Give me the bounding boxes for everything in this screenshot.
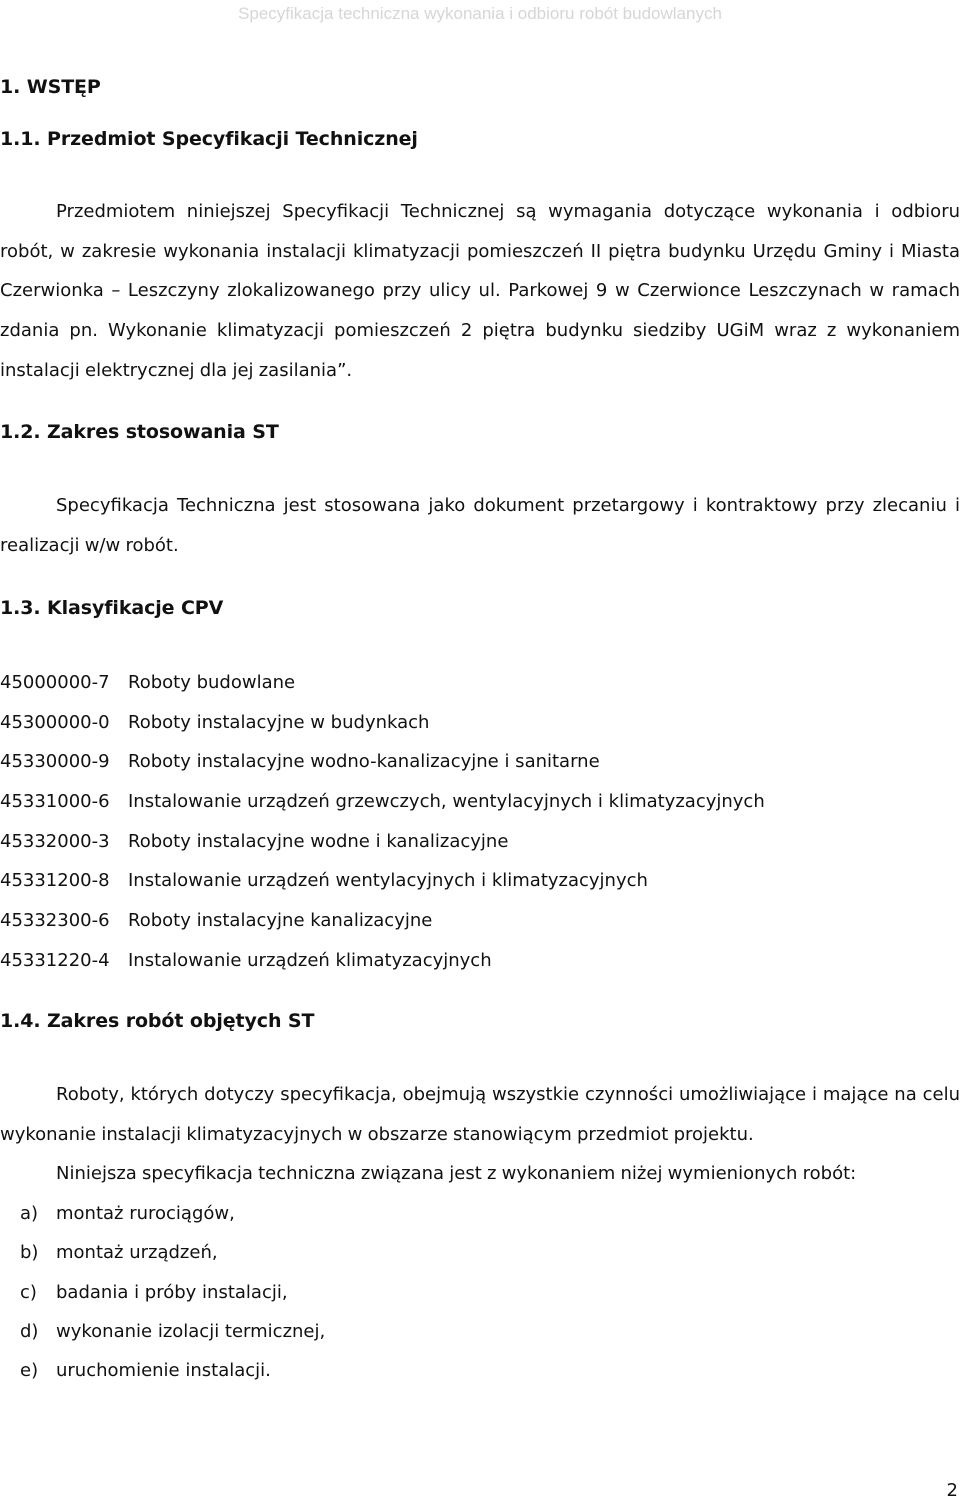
- cpv-item: [0, 901, 765, 941]
- paragraph-wymienione-roboty: [0, 1154, 960, 1194]
- paragraph-zakres-robot-text: Roboty, których dotyczy specyfikacja, obejmują wszystkie czynności umożliwiające i mające na celu wykonanie instalacji klimatyzacyjnych w obszarze stanowiącym przedmiot projektu.: [0, 1084, 960, 1145]
- list-item-text: wykonanie izolacji termicznej,: [56, 1320, 326, 1342]
- paragraph-zakres-stosowania: [0, 486, 960, 565]
- cpv-item: [0, 822, 765, 862]
- cpv-item: [0, 742, 765, 782]
- list-item-marker: d): [20, 1320, 39, 1342]
- section-heading-zakres-stosowania: 1.2. Zakres stosowania ST: [0, 421, 279, 443]
- cpv-code: 45300000-0: [0, 711, 110, 733]
- paragraph-zakres-stosowania-text: Specyfikacja Techniczna jest stosowana jako dokument przetargowy i kontraktowy przy zlecaniu i realizacji w/w robót.: [0, 495, 960, 556]
- list-item: [0, 1233, 325, 1272]
- list-item: [0, 1194, 325, 1233]
- cpv-code: 45331000-6: [0, 791, 110, 813]
- list-item-text: montaż rurociągów,: [56, 1203, 235, 1224]
- list-item-marker: e): [20, 1360, 39, 1382]
- cpv-label: Instalowanie urządzeń grzewczych, wentylacyjnych i klimatyzacyjnych: [128, 791, 765, 813]
- cpv-code: 45332000-3: [0, 830, 110, 852]
- list-item-text: uruchomienie instalacji.: [56, 1360, 271, 1382]
- cpv-code: 45331200-8: [0, 870, 110, 892]
- cpv-list: [0, 663, 765, 981]
- cpv-label: Roboty instalacyjne w budynkach: [128, 711, 430, 733]
- cpv-code: 45000000-7: [0, 672, 110, 693]
- cpv-code: 45330000-9: [0, 751, 110, 773]
- list-item: [0, 1351, 325, 1390]
- running-header: Specyfikacja techniczna wykonania i odbioru robót budowlanych: [238, 4, 722, 23]
- list-item: [0, 1273, 325, 1312]
- section-heading-przedmiot: 1.1. Przedmiot Specyfikacji Technicznej: [0, 128, 418, 150]
- section-heading-zakres-robot: 1.4. Zakres robót objętych ST: [0, 1010, 315, 1032]
- cpv-item: [0, 941, 765, 981]
- paragraph-wymienione-roboty-text: Niniejsza specyfikacja techniczna związana jest z wykonaniem niżej wymienionych robót:: [56, 1163, 857, 1184]
- cpv-label: Roboty instalacyjne kanalizacyjne: [128, 910, 433, 932]
- cpv-label: Instalowanie urządzeń wentylacyjnych i klimatyzacyjnych: [128, 870, 648, 892]
- cpv-label: Instalowanie urządzeń klimatyzacyjnych: [128, 949, 492, 971]
- list-item-marker: a): [20, 1203, 39, 1224]
- list-item-marker: c): [20, 1281, 37, 1303]
- works-list: [0, 1194, 325, 1390]
- list-item-text: badania i próby instalacji,: [56, 1281, 288, 1303]
- cpv-item: [0, 663, 765, 703]
- cpv-item: [0, 861, 765, 901]
- paragraph-przedmiot-text: Przedmiotem niniejszej Specyfikacji Technicznej są wymagania dotyczące wykonania i odbioru robót, w zakresie wykonania instalacji klimatyzacji pomieszczeń II piętra budynku Urzędu Gminy i Miasta Czerwionka – Leszczyny zlokalizowanego przy ulicy ul. Parkowej 9 w Czerwionce Leszczynach w ramach zdania pn. Wykonanie klimatyzacji pomieszczeń 2 piętra budynku siedziby UGiM wraz z wykonaniem instalacji elektrycznej dla jej zasilania”.: [0, 201, 960, 381]
- cpv-label: Roboty budowlane: [128, 672, 296, 693]
- cpv-item: [0, 782, 765, 822]
- paragraph-przedmiot: [0, 192, 960, 391]
- cpv-item: [0, 703, 765, 743]
- section-heading-wstep: 1. WSTĘP: [0, 76, 101, 98]
- list-item: [0, 1312, 325, 1351]
- cpv-code: 45331220-4: [0, 949, 110, 971]
- paragraph-zakres-robot: [0, 1075, 960, 1154]
- page-number: 2: [946, 1480, 958, 1501]
- section-heading-cpv: 1.3. Klasyfikacje CPV: [0, 597, 224, 619]
- cpv-code: 45332300-6: [0, 910, 110, 932]
- cpv-label: Roboty instalacyjne wodno-kanalizacyjne i sanitarne: [128, 751, 600, 773]
- list-item-text: montaż urządzeń,: [56, 1242, 218, 1264]
- cpv-label: Roboty instalacyjne wodne i kanalizacyjne: [128, 830, 509, 852]
- list-item-marker: b): [20, 1242, 39, 1264]
